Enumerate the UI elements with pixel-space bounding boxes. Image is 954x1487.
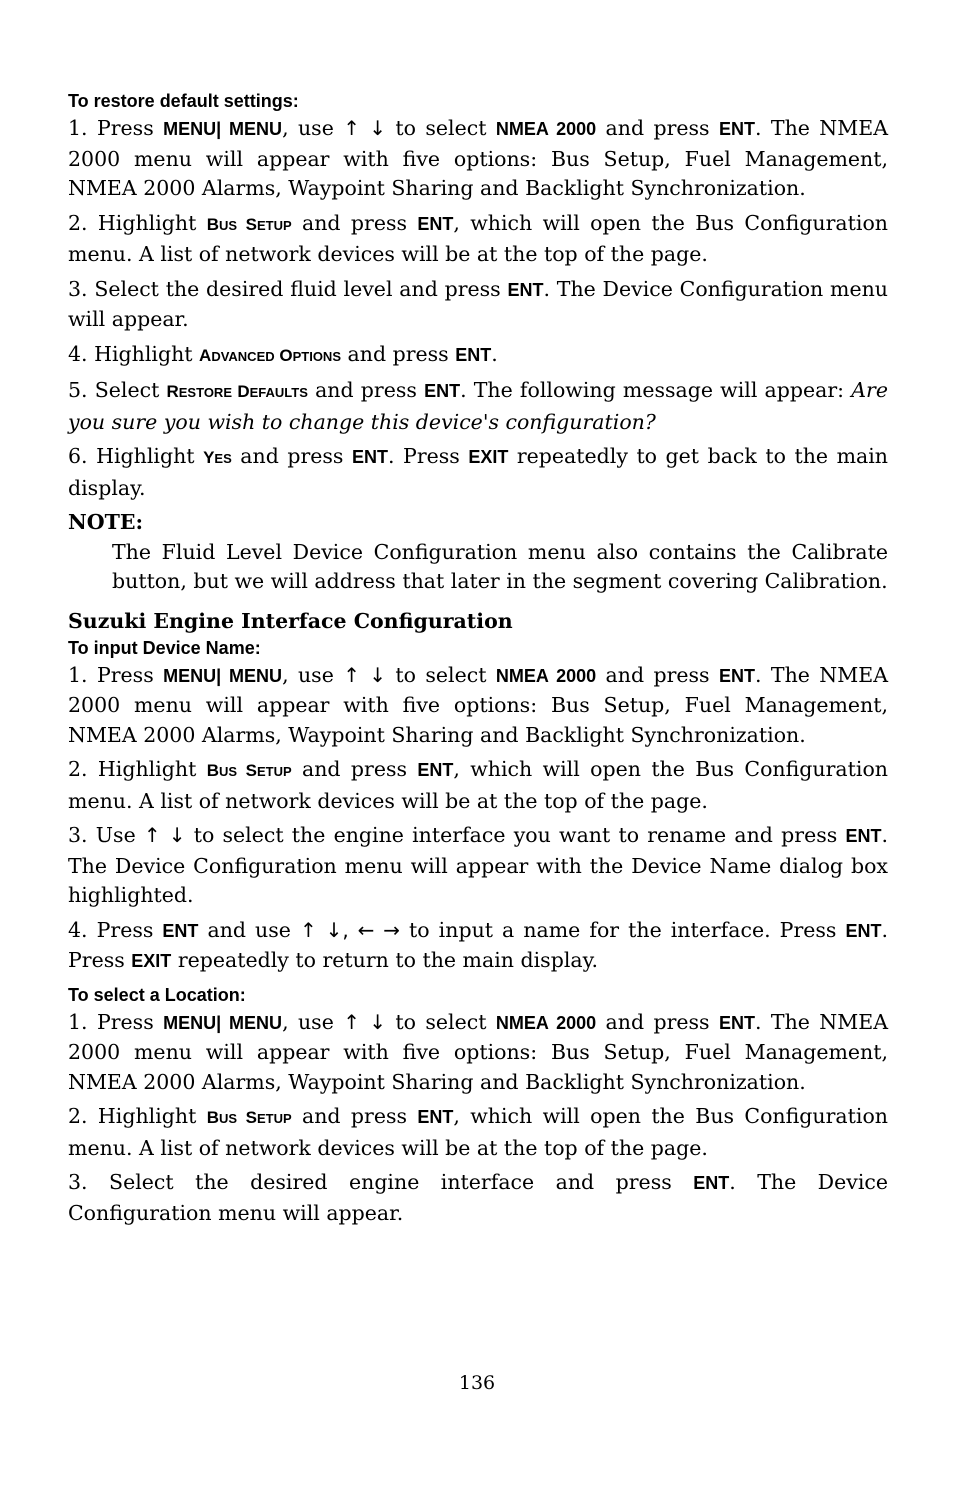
restore-step-6: [68, 442, 888, 503]
yes-label: [203, 448, 232, 467]
restore-step-2: [68, 209, 888, 270]
step-text: . Press: [68, 917, 889, 972]
device-name-step-4: [68, 916, 888, 977]
ent-key: ENT: [507, 279, 544, 300]
bus-setup-etup: ETUP: [256, 217, 292, 233]
advanced-options-ptions: PTIONS: [292, 348, 341, 364]
bus-setup-s: S: [237, 214, 257, 234]
advanced-options-a: A: [199, 345, 212, 365]
step-text: , which will open the Bus Configuration menu. A list of network devices will be at the top of the page.: [68, 1104, 888, 1160]
step-text: 1. Press: [68, 116, 164, 140]
step-text: . Press: [387, 444, 469, 468]
location-step-3: [68, 1168, 888, 1228]
device-name-step-3: [68, 821, 888, 911]
note-label: NOTE:: [68, 510, 144, 534]
step-text: 3. Select the desired fluid level and press: [68, 276, 508, 301]
ent-key: ENT: [845, 826, 882, 846]
bus-setup-b: B: [206, 214, 219, 234]
restore-step-5: [68, 376, 888, 437]
step-text: to input a name for the interface. Press: [400, 917, 846, 942]
ent-key: ENT: [417, 213, 454, 234]
step-text: and press: [596, 116, 719, 140]
bus-setup-etup: ETUP: [256, 1111, 292, 1126]
ent-key: ENT: [455, 344, 492, 365]
restore-step-4: [68, 340, 888, 372]
step-text: . The Device Configuration menu will appear.: [68, 1170, 888, 1225]
note-body: The Fluid Level Device Configuration menu also contains the Calibrate button, but we will address that later in the segment covering Calibration.: [112, 539, 888, 593]
ent-key: ENT: [417, 760, 454, 780]
step-text: . The Device Configuration menu will appear with the Device Name dialog box highlighted.: [68, 823, 888, 907]
step-text: to select: [386, 116, 496, 140]
step-text: 4. Highlight: [68, 341, 200, 366]
suzuki-section-title: Suzuki Engine Interface Configuration: [68, 608, 513, 633]
restore-defaults-efaults: EFAULTS: [249, 385, 308, 400]
bus-setup-us: US: [219, 217, 238, 233]
exit-key: EXIT: [131, 951, 172, 971]
step-text: and press: [291, 757, 418, 781]
up-down-arrows-icon: ↑ ↓: [343, 1009, 387, 1034]
step-text: 2. Highlight: [68, 757, 207, 781]
up-down-arrows-icon: ↑ ↓: [343, 662, 387, 687]
step-text: .: [491, 341, 498, 366]
step-text: 3. Use: [68, 823, 144, 847]
step-text: and press: [291, 210, 418, 235]
step-text: and press: [596, 662, 719, 687]
nmea-2000-label: NMEA 2000: [495, 119, 597, 139]
up-down-arrows-icon: ↑ ↓: [143, 823, 186, 847]
exit-key: EXIT: [468, 447, 509, 467]
step-text: 2. Highlight: [68, 1104, 207, 1128]
arrow-keys-icon: ↑ ↓, ← →: [299, 917, 401, 942]
advanced-options-dvanced: DVANCED: [211, 348, 275, 364]
input-device-name-heading: To input Device Name:: [68, 637, 261, 658]
restore-defaults-label: [166, 382, 307, 401]
yes-y: Y: [203, 448, 215, 467]
menu-key: MENU| MENU: [163, 665, 283, 686]
step-text: to select: [386, 662, 496, 687]
nmea-2000-label: NMEA 2000: [495, 1012, 597, 1033]
restore-defaults-r: R: [166, 382, 179, 401]
ent-key: ENT: [351, 447, 388, 467]
manual-page: [68, 88, 888, 1233]
bus-setup-us: US: [219, 764, 238, 779]
bus-setup-s: S: [237, 1108, 257, 1127]
bus-setup-us: US: [219, 1111, 238, 1126]
restore-defaults-heading: To restore default settings:: [68, 91, 299, 111]
ent-key: ENT: [845, 920, 882, 941]
step-text: , use: [282, 1009, 344, 1034]
nmea-2000-label: NMEA 2000: [495, 665, 597, 686]
step-text: to select: [386, 1009, 496, 1034]
bus-setup-label: [207, 1108, 292, 1127]
step-text: . The Device Configuration menu will appear.: [68, 276, 889, 331]
step-text: , use: [282, 116, 344, 140]
ent-key: ENT: [718, 119, 755, 139]
ent-key: ENT: [417, 1107, 454, 1127]
menu-key: MENU| MENU: [163, 119, 283, 139]
step-text: . The NMEA 2000 menu will appear with five options: Bus Setup, Fuel Management, NMEA 2000 Alarms, Waypoint Sharing and Backlight Synchronization.: [68, 662, 889, 747]
step-text: repeatedly to get back to the main display.: [68, 444, 888, 500]
bus-setup-b: B: [206, 1108, 219, 1127]
step-text: . The NMEA 2000 menu will appear with five options: Bus Setup, Fuel Management, NMEA 2000 Alarms, Waypoint Sharing and Backlight Synchronization.: [68, 116, 889, 200]
bus-setup-etup: ETUP: [256, 764, 292, 779]
step-text: and use: [198, 917, 300, 942]
step-text: 1. Press: [68, 1009, 164, 1034]
select-location-heading: To select a Location:: [68, 984, 246, 1005]
location-step-2: [68, 1102, 888, 1163]
bus-setup-b: B: [206, 761, 219, 780]
ent-key: ENT: [424, 381, 461, 401]
restore-step-3: [68, 275, 888, 335]
step-text: to select the engine interface you want to rename and press: [185, 823, 846, 847]
step-text: , use: [282, 662, 344, 687]
advanced-options-label: [199, 346, 341, 365]
yes-es: ES: [214, 451, 232, 466]
step-text: . The NMEA 2000 menu will appear with five options: Bus Setup, Fuel Management, NMEA 2000 Alarms, Waypoint Sharing and Backlight Synchronization.: [68, 1009, 889, 1094]
restore-defaults-estore: ESTORE: [178, 385, 232, 400]
page-number: 136: [458, 1372, 496, 1394]
device-name-step-1: [68, 661, 888, 751]
bus-setup-label: [207, 761, 292, 780]
advanced-options-o: O: [274, 345, 293, 365]
bus-setup-label: [207, 215, 292, 234]
step-text: and press: [341, 341, 456, 366]
step-text: and press: [596, 1009, 719, 1034]
ent-key: ENT: [718, 665, 755, 686]
step-text: and press: [231, 444, 352, 468]
step-text: 1. Press: [68, 662, 164, 687]
restore-defaults-d: D: [231, 382, 250, 401]
ent-key: ENT: [693, 1173, 730, 1193]
up-down-arrows-icon: ↑ ↓: [343, 116, 387, 140]
step-text: 2. Highlight: [68, 210, 207, 235]
bus-setup-s: S: [237, 761, 257, 780]
ent-key: ENT: [162, 920, 199, 941]
menu-key: MENU| MENU: [163, 1012, 283, 1033]
step-text: 6. Highlight: [68, 444, 204, 468]
confirmation-message: Are you sure you wish to change this device's configuration?: [68, 378, 888, 434]
step-text: and press: [307, 378, 425, 402]
step-text: . The following message will appear:: [460, 378, 852, 402]
step-text: 5. Select: [68, 378, 167, 402]
ent-key: ENT: [718, 1012, 755, 1033]
device-name-step-2: [68, 755, 888, 816]
location-step-1: [68, 1008, 888, 1098]
restore-step-1: [68, 114, 888, 204]
step-text: , which will open the Bus Configuration menu. A list of network devices will be at the top of the page.: [68, 757, 888, 813]
step-text: 3. Select the desired engine interface and press: [68, 1170, 694, 1194]
step-text: and press: [291, 1104, 418, 1128]
step-text: , which will open the Bus Configuration menu. A list of network devices will be at the top of the page.: [68, 210, 888, 266]
step-text: 4. Press: [68, 917, 163, 942]
step-text: repeatedly to return to the main display.: [171, 948, 598, 972]
